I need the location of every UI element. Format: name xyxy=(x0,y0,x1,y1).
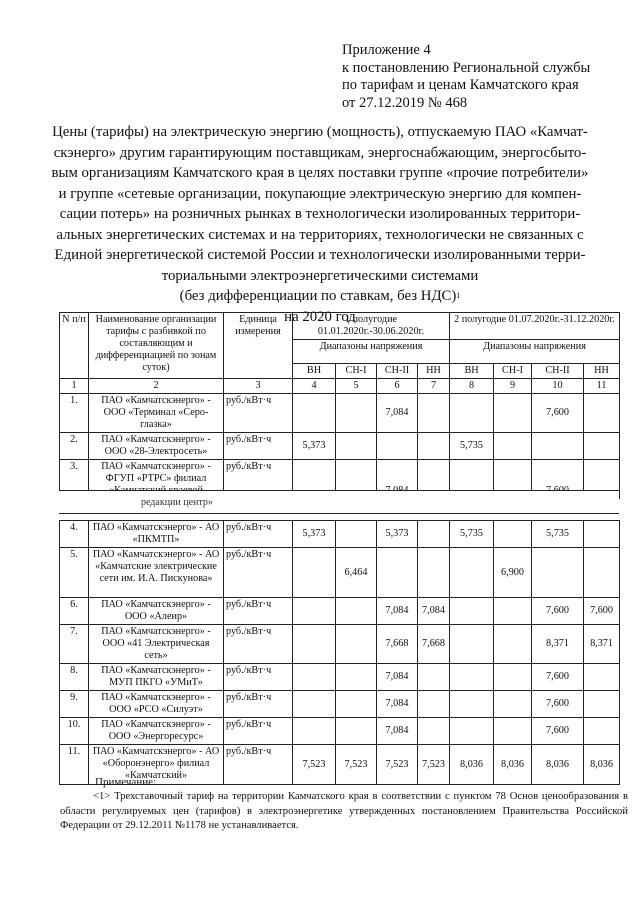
unit: руб./кВт·ч xyxy=(224,433,293,460)
row-number: 1. xyxy=(60,394,89,433)
price-cell xyxy=(494,433,532,460)
price-cell xyxy=(584,664,620,691)
row-number: 5. xyxy=(60,548,89,598)
price-cell: 7,084 xyxy=(377,598,418,625)
price-cell: 5,373 xyxy=(293,521,336,548)
title-line: альных энергетических системах и на территориях, технологически не связанных с xyxy=(56,226,584,243)
price-cell: 7,523 xyxy=(336,745,377,785)
price-cell xyxy=(450,664,494,691)
price-cell xyxy=(377,548,418,598)
col-name-header: Наименование организации тарифы с разбивкой по составляющим и дифференциацией по зонам суток) xyxy=(89,313,224,379)
title-line: сации потерь» на розничных рынках в технологически изолированных территори- xyxy=(59,206,581,222)
row-number: 10. xyxy=(60,718,89,745)
price-cell: 5,373 xyxy=(293,433,336,460)
title-line: и группе «сетевые организации, покупающие электрическую энергию для компен- xyxy=(58,185,582,202)
org-name: ПАО «Камчатскэнерго» - МУП ПКГО «УМиТ» xyxy=(89,664,224,691)
price-cell xyxy=(418,718,450,745)
price-cell xyxy=(494,521,532,548)
price-cell xyxy=(584,433,620,460)
level-nn: НН xyxy=(584,364,620,379)
price-cell xyxy=(336,521,377,548)
page-break-strip xyxy=(59,490,619,514)
price-cell xyxy=(584,718,620,745)
price-cell: 7,084 xyxy=(377,664,418,691)
col-num-header: N п/п xyxy=(60,313,89,379)
org-name: ПАО «Камчатскэнерго» - ООО «Терминал «Серо-глазка» xyxy=(89,394,224,433)
title-line: ториальными электроэнергетическими системами xyxy=(161,267,479,284)
title-line: Цены (тарифы) на электрическую энергию (мощность), отпускаемую ПАО «Камчат- xyxy=(52,124,588,140)
unit: руб./кВт·ч xyxy=(224,521,293,548)
unit: руб./кВт·ч xyxy=(224,625,293,664)
column-number: 3 xyxy=(224,379,293,394)
appendix-line: Приложение 4 xyxy=(342,42,431,58)
price-cell: 5,373 xyxy=(377,521,418,548)
unit: руб./кВт·ч xyxy=(224,394,293,433)
price-cell xyxy=(450,548,494,598)
org-name: ПАО «Камчатскэнерго» - ООО «РСО «Силуэт» xyxy=(89,691,224,718)
price-cell xyxy=(293,718,336,745)
row-number: 11. xyxy=(60,745,89,785)
price-cell: 7,084 xyxy=(377,394,418,433)
org-name: ПАО «Камчатскэнерго» - ООО «Алеир» xyxy=(89,598,224,625)
table-row xyxy=(60,598,620,625)
unit: руб./кВт·ч xyxy=(224,691,293,718)
title-line: вым организациям Камчатского края в целях поставки группе «прочие потребители» xyxy=(51,165,589,181)
price-cell: 7,668 xyxy=(377,625,418,664)
price-cell xyxy=(418,664,450,691)
level-sn1: СН-I xyxy=(494,364,532,379)
note-label: Примечание: xyxy=(95,776,157,788)
price-cell: 7,600 xyxy=(532,394,584,433)
price-cell xyxy=(293,548,336,598)
price-cell: 7,668 xyxy=(418,625,450,664)
column-number-row xyxy=(60,379,620,394)
header-row xyxy=(60,313,620,340)
appendix-block xyxy=(342,42,590,112)
price-cell xyxy=(336,625,377,664)
price-cell xyxy=(418,433,450,460)
price-cell: 8,036 xyxy=(532,745,584,785)
price-cell xyxy=(418,394,450,433)
row-number: 7. xyxy=(60,625,89,664)
column-number: 10 xyxy=(532,379,584,394)
price-cell xyxy=(336,394,377,433)
row-number: 6. xyxy=(60,598,89,625)
org-name: ПАО «Камчатскэнерго» - ООО «Энергоресурс» xyxy=(89,718,224,745)
level-sn2: СН-II xyxy=(532,364,584,379)
appendix-line: по тарифам и ценам Камчатского края xyxy=(342,77,579,93)
unit: руб./кВт·ч xyxy=(224,718,293,745)
price-cell: 7,600 xyxy=(532,691,584,718)
org-name: ПАО «Камчатскэнерго» - ФГУП «РТРС» филиал xyxy=(89,460,224,499)
price-cell xyxy=(418,691,450,718)
price-cell: 7,523 xyxy=(293,745,336,785)
table-row xyxy=(60,664,620,691)
voltage-ranges-header: Диапазоны напряжения xyxy=(450,340,620,364)
price-cell xyxy=(293,394,336,433)
table-row xyxy=(60,548,620,598)
price-cell xyxy=(450,598,494,625)
unit: руб./кВт·ч xyxy=(224,548,293,598)
price-cell: 7,600 xyxy=(532,718,584,745)
title-year: на 2020 год xyxy=(284,308,356,325)
row-number: 2. xyxy=(60,433,89,460)
price-cell xyxy=(584,691,620,718)
price-cell: 5,735 xyxy=(532,521,584,548)
price-cell xyxy=(450,718,494,745)
price-cell: 7,523 xyxy=(418,745,450,785)
column-number: 7 xyxy=(418,379,450,394)
price-cell xyxy=(336,598,377,625)
price-cell: 7,084 xyxy=(418,598,450,625)
unit: руб./кВт·ч xyxy=(224,745,293,785)
level-vn: ВН xyxy=(293,364,336,379)
price-cell xyxy=(494,664,532,691)
period-2-header: 2 полугодие 01.07.2020г.-31.12.2020г. xyxy=(450,313,620,340)
level-nn: НН xyxy=(418,364,450,379)
price-cell: 8,036 xyxy=(450,745,494,785)
price-cell xyxy=(584,548,620,598)
table-row xyxy=(60,718,620,745)
row-number: 4. xyxy=(60,521,89,548)
column-number: 5 xyxy=(336,379,377,394)
org-name: ПАО «Камчатскэнерго» - ООО «41 Электрическая сеть» xyxy=(89,625,224,664)
price-cell: 8,371 xyxy=(584,625,620,664)
level-sn2: СН-II xyxy=(377,364,418,379)
price-cell xyxy=(450,691,494,718)
price-cell xyxy=(293,664,336,691)
title-subtitle: (без дифференциации по ставкам, без НДС)$^1$ xyxy=(179,288,461,304)
table-row xyxy=(60,433,620,460)
level-sn1: СН-I xyxy=(336,364,377,379)
price-cell xyxy=(584,394,620,433)
price-cell: 6,464 xyxy=(336,548,377,598)
tariff-table xyxy=(59,312,620,785)
column-number: 9 xyxy=(494,379,532,394)
price-cell: 7,523 xyxy=(377,745,418,785)
org-name: ПАО «Камчатскэнерго» - АО «ПКМТП» xyxy=(89,521,224,548)
price-cell: 6,900 xyxy=(494,548,532,598)
price-cell xyxy=(450,394,494,433)
price-cell xyxy=(494,625,532,664)
price-cell: 5,735 xyxy=(450,433,494,460)
price-cell: 8,036 xyxy=(584,745,620,785)
price-cell xyxy=(377,433,418,460)
price-cell: 5,735 xyxy=(450,521,494,548)
note-text: <1> Трехставочный тариф на территории Камчатского края в соответствии с пунктом 78 Основ ценообразования в области регулируемых цен (тарифов) в электроэнергетике утвержденных постановлением Правительства Российской Федерации от 29.12.2011 №1178 не устанавливается. xyxy=(60,791,628,831)
price-cell: 8,371 xyxy=(532,625,584,664)
cut-text: редакции центр» xyxy=(141,497,213,508)
price-cell xyxy=(532,433,584,460)
row-number: 3. xyxy=(60,460,89,499)
price-cell: 7,600 xyxy=(584,598,620,625)
price-cell xyxy=(336,718,377,745)
appendix-line: к постановлению Региональной службы xyxy=(342,59,591,76)
voltage-ranges-header: Диапазоны напряжения xyxy=(293,340,450,364)
price-cell xyxy=(532,548,584,598)
title-line: Единой энергетической системой России и технологически изолированными терри- xyxy=(54,247,586,263)
table-row xyxy=(60,625,620,664)
org-name: ПАО «Камчатскэнерго» - ООО «28-Электросеть» xyxy=(89,433,224,460)
col-unit-header: Единица измерения xyxy=(224,313,293,379)
price-cell: 7,600 xyxy=(532,664,584,691)
column-number: 4 xyxy=(293,379,336,394)
period-1-header: 1 полугодие 01.01.2020г.-30.06.2020г. xyxy=(293,313,450,340)
column-number: 1 xyxy=(60,379,89,394)
unit: руб./кВт·ч xyxy=(224,460,293,499)
column-number: 11 xyxy=(584,379,620,394)
price-cell: 7,084 xyxy=(377,718,418,745)
price-cell xyxy=(418,521,450,548)
table-row xyxy=(60,521,620,548)
table-row xyxy=(60,691,620,718)
price-cell xyxy=(293,598,336,625)
price-cell xyxy=(336,691,377,718)
price-cell xyxy=(494,718,532,745)
price-cell: 7,084 xyxy=(377,691,418,718)
unit: руб./кВт·ч xyxy=(224,664,293,691)
level-vn: ВН xyxy=(450,364,494,379)
document-title xyxy=(20,122,620,327)
footnote-mark: 1 xyxy=(456,291,461,300)
price-cell xyxy=(293,625,336,664)
price-cell xyxy=(293,691,336,718)
price-cell xyxy=(450,625,494,664)
row-number: 8. xyxy=(60,664,89,691)
row-number: 9. xyxy=(60,691,89,718)
price-cell: 7,600 xyxy=(532,598,584,625)
title-line: скэнерго» другим гарантирующим поставщикам, энергоснабжающим, энергосбыто- xyxy=(53,144,587,161)
price-cell xyxy=(494,691,532,718)
price-cell xyxy=(584,521,620,548)
price-cell xyxy=(494,598,532,625)
column-number: 2 xyxy=(89,379,224,394)
price-cell xyxy=(494,394,532,433)
org-name: ПАО «Камчатскэнерго» - АО «Оборонэнерго» филиал «Камчатский» xyxy=(89,745,224,785)
price-cell xyxy=(336,433,377,460)
table-row xyxy=(60,394,620,433)
org-name: ПАО «Камчатскэнерго» - АО «Камчатские электрические сети им. И.А. Пискунова» xyxy=(89,548,224,598)
column-number: 6 xyxy=(377,379,418,394)
unit: руб./кВт·ч xyxy=(224,598,293,625)
price-cell xyxy=(336,664,377,691)
price-cell: 8,036 xyxy=(494,745,532,785)
price-cell xyxy=(418,548,450,598)
appendix-line: от 27.12.2019 № 468 xyxy=(342,94,468,111)
column-number: 8 xyxy=(450,379,494,394)
